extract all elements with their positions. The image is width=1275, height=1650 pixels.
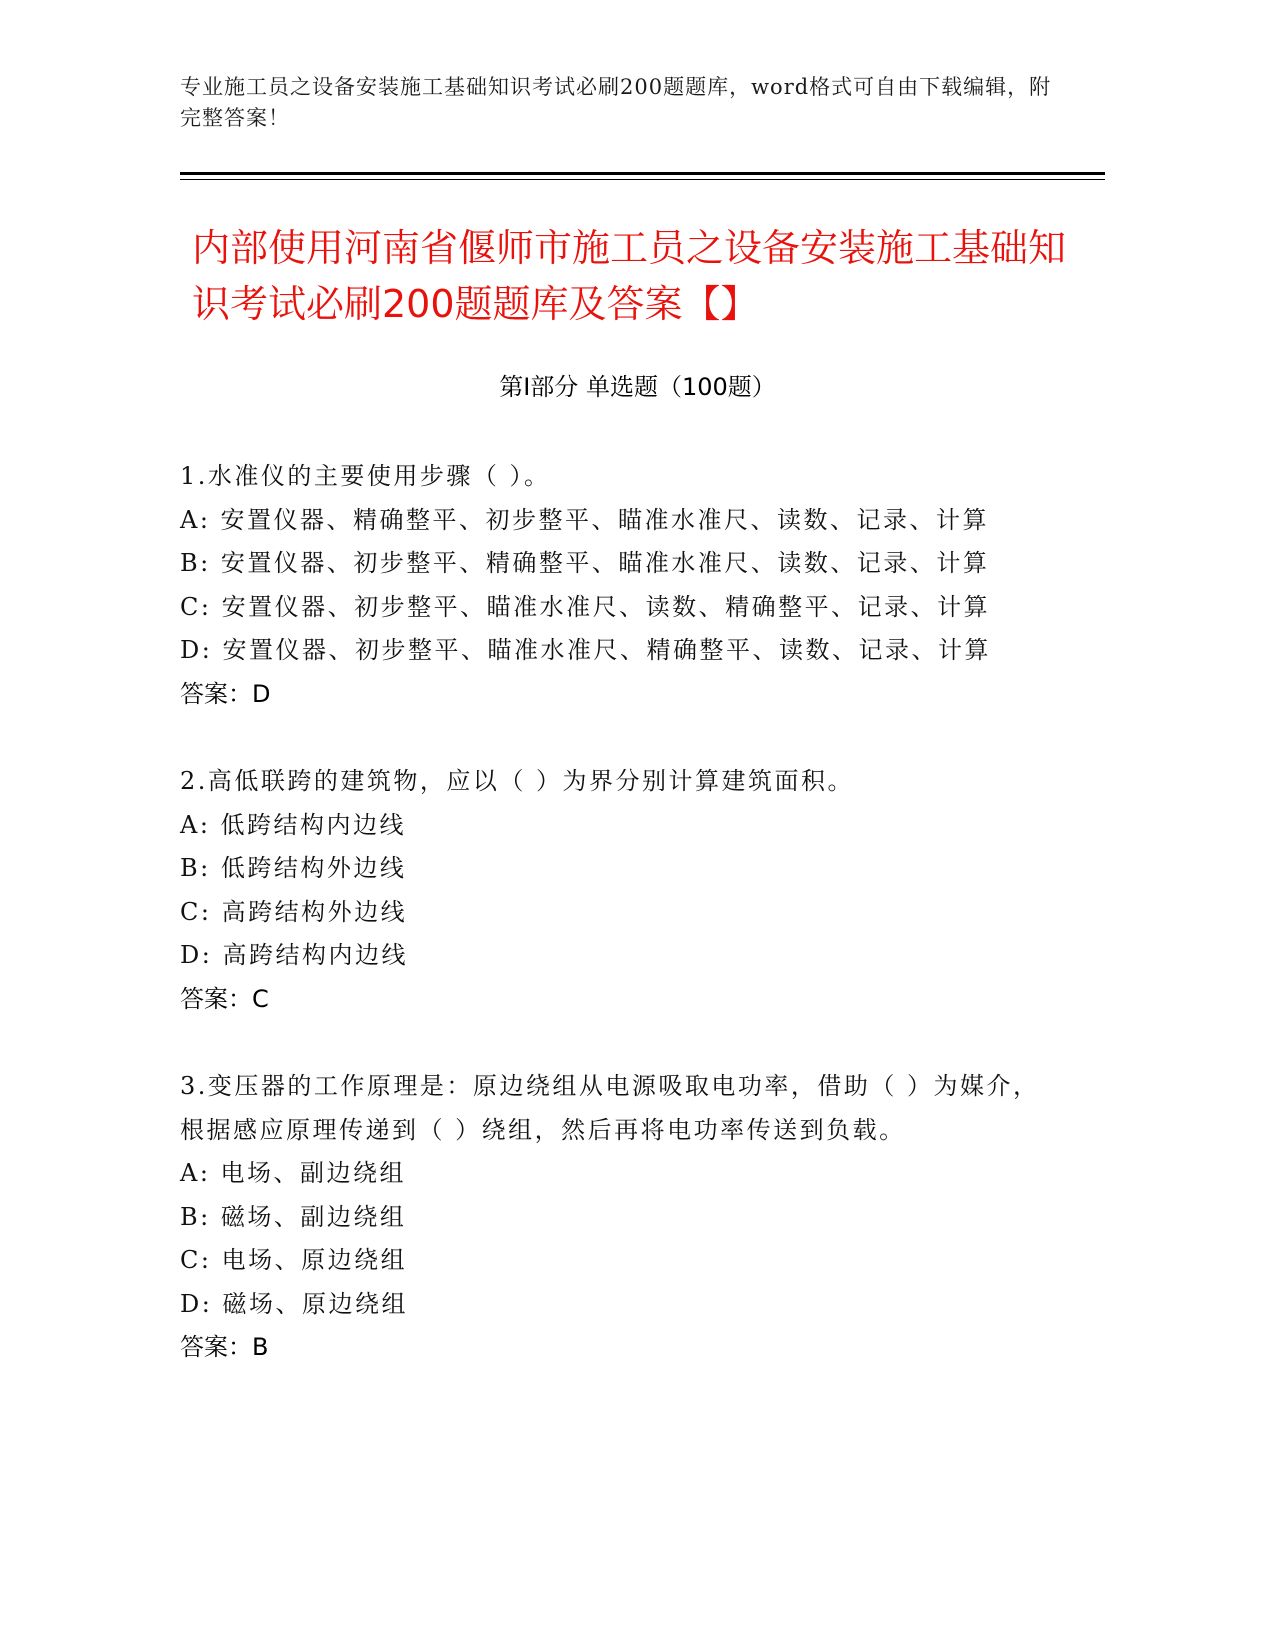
option-a: A: 低跨结构内边线 — [180, 810, 407, 839]
option-c: C: 安置仪器、初步整平、瞄准水准尺、读数、精确整平、记录、计算 — [180, 592, 991, 621]
option-a: A: 安置仪器、精确整平、初步整平、瞄准水准尺、读数、记录、计算 — [180, 505, 990, 534]
question-2 — [180, 760, 1040, 1021]
option-c: C: 电场、原边绕组 — [180, 1246, 408, 1274]
option-d: D: 磁场、原边绕组 — [180, 1289, 408, 1318]
option-b: B: 低跨结构外边线 — [180, 854, 407, 882]
question-list — [180, 455, 1040, 1414]
option-d: D: 安置仪器、初步整平、瞄准水准尺、精确整平、读数、记录、计算 — [180, 636, 991, 664]
option-c: C: 高跨结构外边线 — [180, 897, 408, 926]
option-b: B: 安置仪器、初步整平、精确整平、瞄准水准尺、读数、记录、计算 — [180, 549, 990, 577]
question-3 — [180, 1065, 1040, 1370]
answer: 答案：D — [180, 679, 271, 708]
header-rule-thick — [180, 172, 1105, 175]
option-d: D: 高跨结构内边线 — [180, 941, 408, 969]
section-title: 第I部分 单选题（100题） — [499, 373, 776, 401]
header-rule-thin — [180, 179, 1105, 180]
answer: 答案：B — [180, 1333, 269, 1361]
header-note: 专业施工员之设备安装施工基础知识考试必刷200题题库，word格式可自由下载编辑，附完整答案！ — [180, 75, 1052, 130]
question-1 — [180, 455, 1040, 716]
document-title: 内部使用河南省偃师市施工员之设备安装施工基础知识考试必刷200题题库及答案【】 — [192, 226, 1067, 326]
answer: 答案：C — [180, 984, 269, 1013]
question-stem: 3.变压器的工作原理是：原边绕组从电源吸取电功率，借助（ ）为媒介，根据感应原理传递到（ ）绕组，然后再将电功率传送到负载。 — [180, 1072, 1040, 1144]
question-stem: 1.水准仪的主要使用步骤（ ）。 — [180, 462, 551, 490]
option-a: A: 电场、副边绕组 — [180, 1159, 407, 1187]
question-stem: 2.高低联跨的建筑物，应以（ ）为界分别计算建筑面积。 — [180, 767, 855, 795]
option-b: B: 磁场、副边绕组 — [180, 1202, 407, 1231]
